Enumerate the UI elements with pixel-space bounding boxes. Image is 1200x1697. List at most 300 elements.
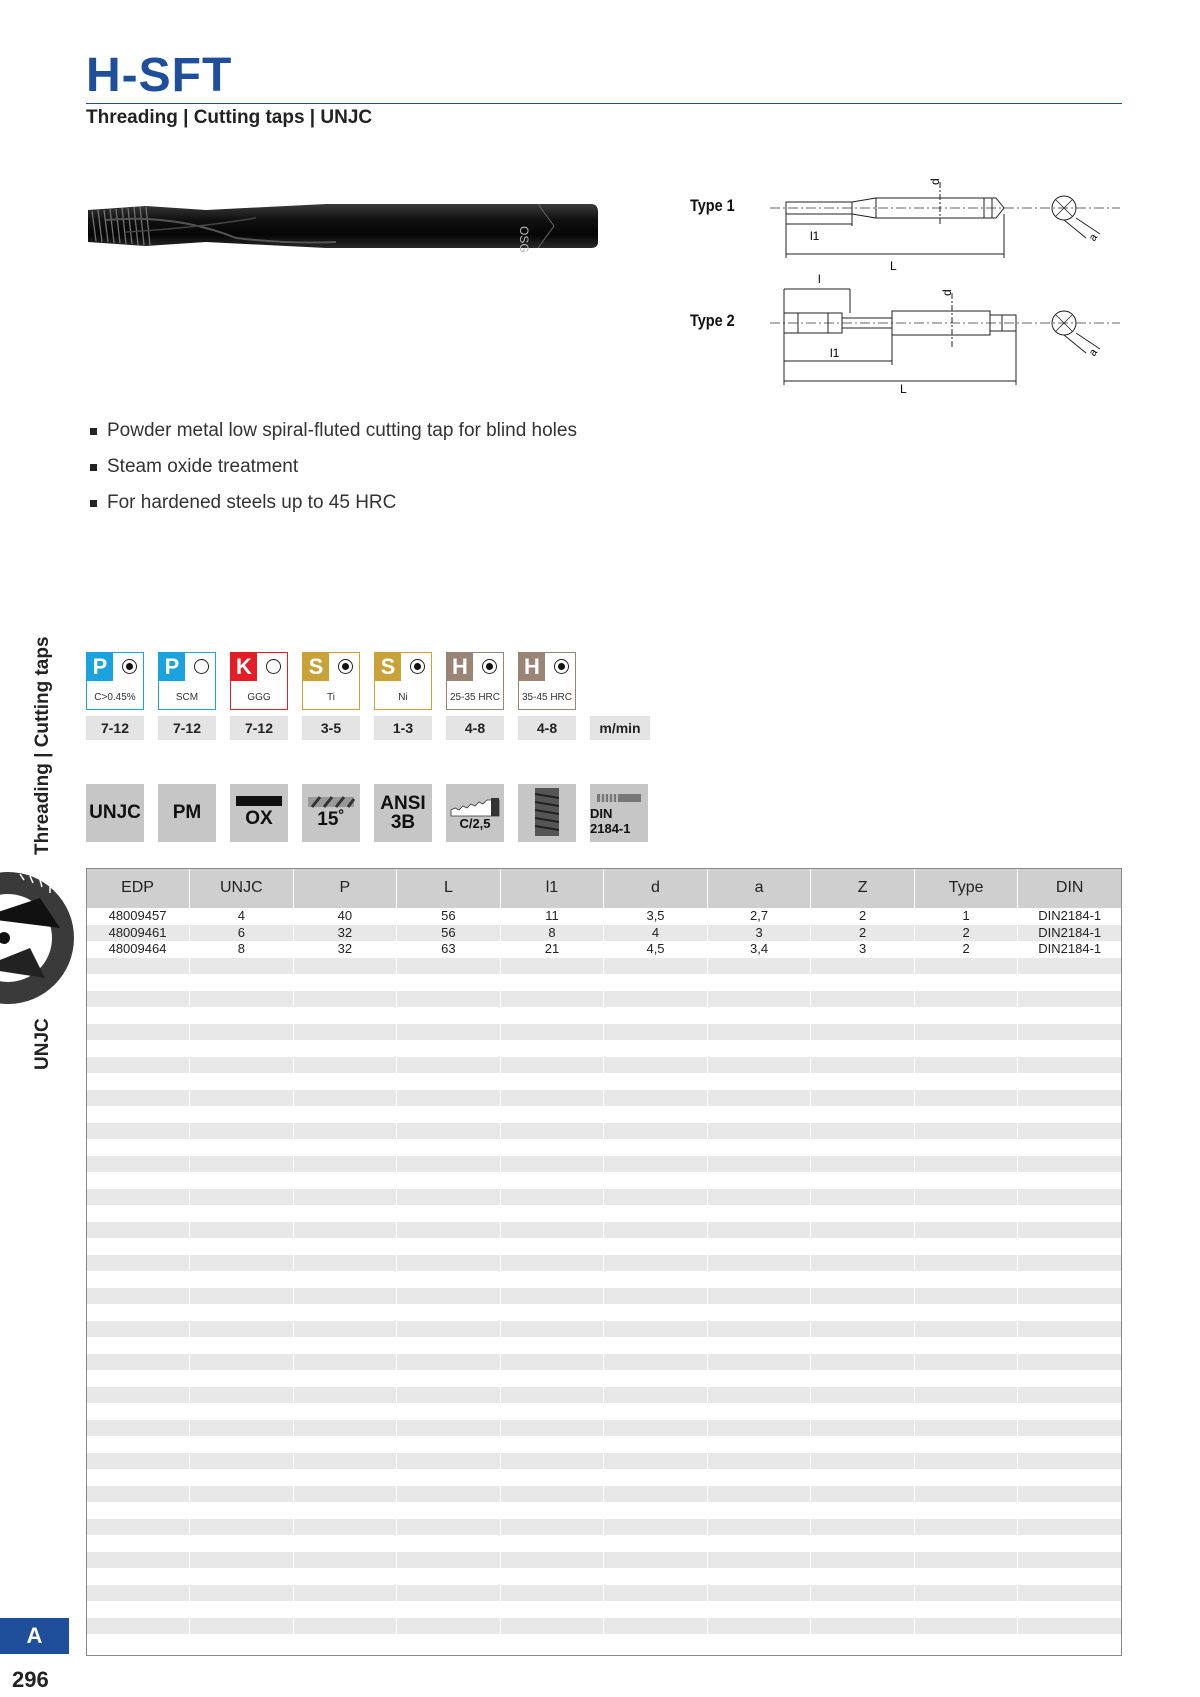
- section-tab-a[interactable]: A: [0, 1618, 69, 1654]
- table-cell: [190, 1585, 294, 1602]
- table-cell: [86, 1106, 190, 1123]
- column-header: P: [293, 868, 397, 908]
- table-cell: [293, 1090, 397, 1107]
- table-cell: [1018, 1436, 1122, 1453]
- table-cell: [500, 1321, 604, 1338]
- table-cell: 63: [397, 941, 501, 958]
- table-cell: [293, 1255, 397, 1272]
- type1-dim-L: L: [890, 259, 897, 273]
- table-cell: [500, 1370, 604, 1387]
- table-row: [86, 1321, 1122, 1338]
- table-cell: [1018, 958, 1122, 975]
- table-cell: [86, 1535, 190, 1552]
- table-cell: [707, 974, 811, 991]
- feature-item: For hardened steels up to 45 HRC: [90, 485, 577, 521]
- table-cell: [707, 1106, 811, 1123]
- table-cell: [293, 1519, 397, 1536]
- table-cell: [500, 1156, 604, 1173]
- table-cell: [293, 1601, 397, 1618]
- table-cell: [500, 1238, 604, 1255]
- table-cell: [707, 1321, 811, 1338]
- table-cell: [1018, 1585, 1122, 1602]
- tap-product-image: [86, 198, 606, 254]
- table-cell: [500, 1106, 604, 1123]
- table-cell: [293, 1486, 397, 1503]
- table-cell: 2: [811, 925, 915, 942]
- table-row: [86, 1370, 1122, 1387]
- table-cell: [293, 1057, 397, 1074]
- table-cell: [190, 1387, 294, 1404]
- table-cell: [604, 1585, 708, 1602]
- table-cell: [707, 1271, 811, 1288]
- table-cell: [604, 991, 708, 1008]
- table-cell: [293, 1469, 397, 1486]
- table-cell: [500, 1585, 604, 1602]
- type2-dim-l: l: [818, 272, 821, 286]
- table-cell: [1018, 1601, 1122, 1618]
- table-row: [86, 1057, 1122, 1074]
- helix-flutes-icon: [308, 795, 354, 809]
- table-cell: [914, 1288, 1018, 1305]
- table-cell: 3,5: [604, 908, 708, 925]
- table-cell: [914, 1519, 1018, 1536]
- table-cell: [293, 958, 397, 975]
- tolerance-icon: ANSI 3B: [374, 784, 432, 842]
- table-cell: [1018, 974, 1122, 991]
- table-cell: [190, 1189, 294, 1206]
- table-cell: [86, 1585, 190, 1602]
- material-badge: [158, 652, 216, 710]
- table-cell: [86, 1057, 190, 1074]
- table-cell: [397, 1387, 501, 1404]
- table-cell: [1018, 1453, 1122, 1470]
- table-cell: 2: [811, 908, 915, 925]
- table-cell: [1018, 1024, 1122, 1041]
- table-cell: [914, 1007, 1018, 1024]
- table-cell: [86, 1238, 190, 1255]
- table-cell: [811, 1172, 915, 1189]
- table-cell: [1018, 1370, 1122, 1387]
- table-cell: [500, 1634, 604, 1651]
- table-cell: [86, 1123, 190, 1140]
- table-cell: [604, 1304, 708, 1321]
- material-card: [230, 652, 288, 740]
- table-cell: [397, 1073, 501, 1090]
- table-cell: [811, 1370, 915, 1387]
- table-cell: [604, 1453, 708, 1470]
- table-cell: [811, 1106, 915, 1123]
- table-cell: [500, 1255, 604, 1272]
- table-cell: [86, 1024, 190, 1041]
- table-row: [86, 1189, 1122, 1206]
- table-row: [86, 1535, 1122, 1552]
- table-row: [86, 925, 1122, 942]
- table-cell: [293, 1354, 397, 1371]
- table-cell: 4: [190, 908, 294, 925]
- table-cell: [86, 1073, 190, 1090]
- table-cell: [1018, 1337, 1122, 1354]
- type1-dim-d: d: [928, 178, 942, 185]
- table-cell: [293, 1568, 397, 1585]
- table-cell: [86, 1387, 190, 1404]
- table-cell: [190, 1420, 294, 1437]
- table-cell: [811, 1387, 915, 1404]
- table-cell: [811, 1420, 915, 1437]
- table-cell: [707, 1634, 811, 1651]
- table-cell: [604, 1519, 708, 1536]
- table-row: [86, 1040, 1122, 1057]
- table-cell: 48009464: [86, 941, 190, 958]
- material-letter: S: [303, 653, 329, 681]
- table-cell: [707, 1420, 811, 1437]
- table-cell: [397, 1370, 501, 1387]
- table-cell: [86, 1172, 190, 1189]
- material-subgroup: C>0.45%: [94, 692, 136, 703]
- table-cell: [293, 1387, 397, 1404]
- table-cell: [397, 1024, 501, 1041]
- table-row: [86, 1387, 1122, 1404]
- table-cell: [86, 1090, 190, 1107]
- table-cell: [500, 1403, 604, 1420]
- table-cell: [604, 1469, 708, 1486]
- table-cell: [811, 1486, 915, 1503]
- table-cell: [604, 1618, 708, 1635]
- table-cell: [914, 1304, 1018, 1321]
- table-cell: [1018, 1486, 1122, 1503]
- table-cell: [914, 1535, 1018, 1552]
- table-cell: 1: [914, 908, 1018, 925]
- table-cell: [397, 1255, 501, 1272]
- table-cell: [500, 1486, 604, 1503]
- table-cell: [914, 1205, 1018, 1222]
- table-cell: [914, 1634, 1018, 1651]
- table-cell: [190, 1519, 294, 1536]
- table-cell: 40: [293, 908, 397, 925]
- table-cell: [914, 1337, 1018, 1354]
- table-cell: [190, 1123, 294, 1140]
- table-cell: [397, 1436, 501, 1453]
- table-cell: [397, 1040, 501, 1057]
- table-cell: [1018, 1535, 1122, 1552]
- feature-list: [90, 413, 577, 521]
- table-cell: [914, 1601, 1018, 1618]
- table-cell: [397, 1106, 501, 1123]
- table-cell: 3: [811, 941, 915, 958]
- table-cell: [397, 1139, 501, 1156]
- table-cell: [86, 1304, 190, 1321]
- table-cell: [190, 1634, 294, 1651]
- table-cell: [811, 1519, 915, 1536]
- table-cell: [707, 1073, 811, 1090]
- table-cell: 8: [190, 941, 294, 958]
- material-card: [86, 652, 144, 740]
- table-cell: [190, 1469, 294, 1486]
- type1-dim-a: a: [1086, 231, 1101, 244]
- table-cell: [86, 1568, 190, 1585]
- table-cell: [190, 1535, 294, 1552]
- table-cell: [707, 1123, 811, 1140]
- table-cell: 11: [500, 908, 604, 925]
- table-cell: [293, 1007, 397, 1024]
- table-cell: [811, 1601, 915, 1618]
- table-cell: [293, 1024, 397, 1041]
- table-row: [86, 1304, 1122, 1321]
- table-cell: [500, 1420, 604, 1437]
- table-cell: [190, 1007, 294, 1024]
- type2-dim-l1: l1: [830, 346, 840, 360]
- table-cell: [707, 1552, 811, 1569]
- table-cell: [86, 958, 190, 975]
- table-cell: [86, 1222, 190, 1239]
- table-cell: [1018, 1007, 1122, 1024]
- table-cell: [190, 1057, 294, 1074]
- table-cell: [293, 1321, 397, 1338]
- table-cell: [914, 958, 1018, 975]
- table-cell: [397, 1205, 501, 1222]
- table-cell: [604, 1057, 708, 1074]
- type1-label: Type 1: [690, 196, 735, 215]
- thread-standard-icon: UNJC: [86, 784, 144, 842]
- table-cell: [293, 1156, 397, 1173]
- material-badge: [86, 652, 144, 710]
- table-cell: 32: [293, 941, 397, 958]
- material-subgroup: Ti: [327, 692, 335, 703]
- table-cell: [293, 1634, 397, 1651]
- table-cell: [190, 1090, 294, 1107]
- table-cell: [707, 1387, 811, 1404]
- speed-unit: m/min: [590, 716, 650, 740]
- table-cell: [500, 1040, 604, 1057]
- table-cell: [86, 974, 190, 991]
- column-header: a: [707, 868, 811, 908]
- table-cell: [190, 1552, 294, 1569]
- table-cell: [500, 974, 604, 991]
- table-cell: [500, 1568, 604, 1585]
- table-cell: [397, 1585, 501, 1602]
- table-cell: [293, 1172, 397, 1189]
- table-cell: [190, 1156, 294, 1173]
- table-row: [86, 1568, 1122, 1585]
- type2-dim-d: d: [940, 289, 954, 296]
- table-cell: [397, 1486, 501, 1503]
- table-cell: [293, 1304, 397, 1321]
- table-cell: [397, 1172, 501, 1189]
- table-cell: [293, 1073, 397, 1090]
- material-card: [158, 652, 216, 740]
- table-cell: [811, 1288, 915, 1305]
- table-row: [86, 1106, 1122, 1123]
- cutting-speed: 7-12: [158, 716, 216, 740]
- table-cell: [914, 1585, 1018, 1602]
- table-cell: [397, 1123, 501, 1140]
- table-cell: [707, 1090, 811, 1107]
- table-cell: [707, 1502, 811, 1519]
- table-cell: [500, 1552, 604, 1569]
- table-cell: [1018, 1106, 1122, 1123]
- table-cell: [604, 1205, 708, 1222]
- table-cell: [604, 1139, 708, 1156]
- table-cell: [293, 1453, 397, 1470]
- table-cell: [500, 958, 604, 975]
- table-cell: [86, 1354, 190, 1371]
- table-cell: [1018, 1189, 1122, 1206]
- table-row: [86, 1172, 1122, 1189]
- table-cell: [397, 1502, 501, 1519]
- table-cell: [86, 1486, 190, 1503]
- table-cell: [1018, 1519, 1122, 1536]
- table-cell: [707, 1304, 811, 1321]
- table-cell: [604, 1387, 708, 1404]
- table-cell: [397, 1403, 501, 1420]
- table-row: [86, 1436, 1122, 1453]
- column-header: Z: [811, 868, 915, 908]
- product-table: [86, 868, 1122, 1651]
- table-row: [86, 908, 1122, 925]
- table-cell: 4: [604, 925, 708, 942]
- table-cell: [604, 1255, 708, 1272]
- table-cell: [1018, 1156, 1122, 1173]
- table-cell: [397, 1007, 501, 1024]
- table-cell: [914, 1238, 1018, 1255]
- type2-drawing: [770, 272, 1130, 396]
- table-cell: [397, 1090, 501, 1107]
- table-cell: [190, 1073, 294, 1090]
- table-header-row: [86, 868, 1122, 908]
- table-cell: [293, 1205, 397, 1222]
- table-cell: [914, 1321, 1018, 1338]
- table-row: [86, 1139, 1122, 1156]
- table-cell: [914, 1469, 1018, 1486]
- table-cell: [811, 1189, 915, 1206]
- table-cell: [190, 1106, 294, 1123]
- coating-bar-icon: [236, 796, 282, 808]
- table-cell: [293, 1552, 397, 1569]
- table-cell: [604, 1634, 708, 1651]
- tap-brand-mark: OSG: [517, 226, 531, 253]
- table-cell: [86, 1189, 190, 1206]
- table-cell: [1018, 991, 1122, 1008]
- table-cell: [86, 1337, 190, 1354]
- table-cell: [707, 1535, 811, 1552]
- table-cell: [914, 1271, 1018, 1288]
- table-cell: [1018, 1354, 1122, 1371]
- table-cell: [707, 958, 811, 975]
- table-cell: [1018, 1420, 1122, 1437]
- table-cell: [914, 1222, 1018, 1239]
- table-cell: [604, 1123, 708, 1140]
- table-cell: [707, 1453, 811, 1470]
- table-cell: [86, 1321, 190, 1338]
- page-number: 296: [12, 1667, 49, 1692]
- table-row: [86, 1486, 1122, 1503]
- table-cell: [190, 1172, 294, 1189]
- table-cell: [1018, 1205, 1122, 1222]
- bullet-icon: [90, 428, 97, 435]
- table-cell: [604, 1354, 708, 1371]
- table-cell: [811, 1090, 915, 1107]
- table-cell: 2: [914, 925, 1018, 942]
- table-cell: [397, 958, 501, 975]
- material-card: [302, 652, 360, 740]
- table-cell: [397, 1453, 501, 1470]
- table-cell: [914, 1123, 1018, 1140]
- table-row: [86, 1469, 1122, 1486]
- table-cell: [86, 1040, 190, 1057]
- table-cell: [86, 1618, 190, 1635]
- table-cell: 21: [500, 941, 604, 958]
- table-cell: [86, 1205, 190, 1222]
- table-cell: [604, 958, 708, 975]
- table-cell: [707, 1469, 811, 1486]
- table-cell: [604, 1271, 708, 1288]
- material-card: [446, 652, 504, 740]
- table-cell: [914, 1502, 1018, 1519]
- table-row: [86, 974, 1122, 991]
- table-cell: [707, 1337, 811, 1354]
- table-cell: DIN2184-1: [1018, 941, 1122, 958]
- table-cell: [811, 1634, 915, 1651]
- table-cell: [604, 1189, 708, 1206]
- material-subgroup: Ni: [398, 692, 408, 703]
- table-cell: [604, 1172, 708, 1189]
- table-cell: [604, 1024, 708, 1041]
- table-row: [86, 1634, 1122, 1651]
- table-row: [86, 1222, 1122, 1239]
- table-cell: [811, 1057, 915, 1074]
- table-cell: [707, 1222, 811, 1239]
- table-cell: [707, 1205, 811, 1222]
- table-cell: [190, 1568, 294, 1585]
- table-cell: [914, 1453, 1018, 1470]
- table-cell: [397, 1354, 501, 1371]
- table-cell: [811, 974, 915, 991]
- material-letter: H: [447, 653, 473, 681]
- table-cell: [914, 1040, 1018, 1057]
- type1-drawing: [770, 168, 1130, 283]
- table-row: [86, 1288, 1122, 1305]
- table-cell: [86, 1502, 190, 1519]
- table-cell: [500, 1123, 604, 1140]
- table-cell: 4,5: [604, 941, 708, 958]
- table-cell: 2,7: [707, 908, 811, 925]
- table-cell: [500, 1601, 604, 1618]
- table-row: [86, 1354, 1122, 1371]
- column-header: EDP: [86, 868, 190, 908]
- table-cell: [604, 1370, 708, 1387]
- material-subgroup: 25-35 HRC: [449, 692, 501, 703]
- table-cell: [1018, 1123, 1122, 1140]
- table-cell: [914, 1057, 1018, 1074]
- table-cell: [397, 1189, 501, 1206]
- table-cell: [190, 1337, 294, 1354]
- table-cell: [500, 1172, 604, 1189]
- table-cell: [604, 1535, 708, 1552]
- table-row: [86, 991, 1122, 1008]
- table-cell: [811, 1156, 915, 1173]
- table-cell: [397, 1420, 501, 1437]
- blind-hole-icon: [518, 784, 576, 842]
- table-cell: [1018, 1139, 1122, 1156]
- material-letter: H: [519, 653, 545, 681]
- table-cell: [1018, 1568, 1122, 1585]
- table-cell: [397, 1618, 501, 1635]
- table-cell: [914, 1024, 1018, 1041]
- table-cell: [293, 1139, 397, 1156]
- cutting-speed: 3-5: [302, 716, 360, 740]
- table-cell: [190, 1403, 294, 1420]
- coating-ox-icon: OX: [230, 784, 288, 842]
- column-header: Type: [914, 868, 1018, 908]
